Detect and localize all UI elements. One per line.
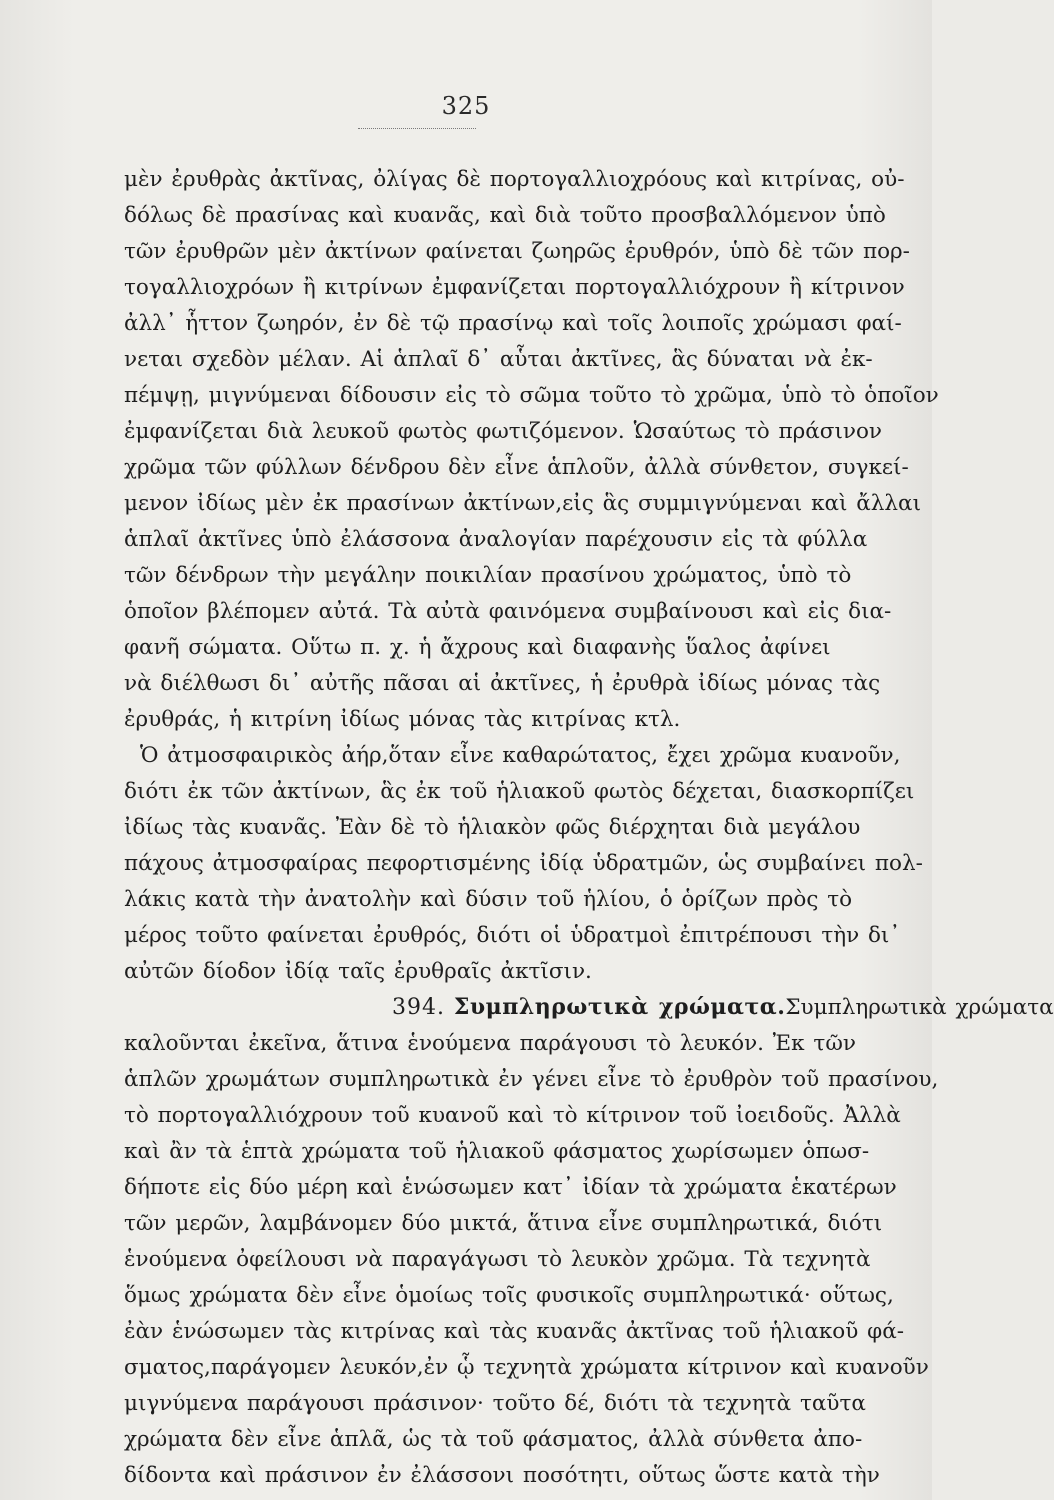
- text-line: τογαλλιοχρόων ἢ κιτρίνων ἐμφανίζεται πορτογαλλιόχρουν ἢ κίτρινον: [124, 275, 905, 300]
- text-line: δόλως δὲ πρασίνας καὶ κυανᾶς, καὶ διὰ τοῦτο προσβαλλόμενον ὑπὸ: [124, 203, 886, 228]
- text-line: καλοῦνται ἐκεῖνα, ἅτινα ἑνούμενα παράγουσι τὸ λευκόν. Ἐκ τῶν: [124, 1031, 856, 1056]
- text-line: τῶν μερῶν, λαμβάνομεν δύο μικτά, ἅτινα εἶνε συμπληρωτικά, διότι: [124, 1211, 883, 1236]
- text-line: τὸ πορτογαλλιόχρουν τοῦ κυανοῦ καὶ τὸ κίτρινον τοῦ ἰοειδοῦς. Ἀλλὰ: [124, 1103, 901, 1128]
- section-heading-line: [124, 990, 1054, 1025]
- section-first-line-text: Συμπληρωτικὰ χρώματα: [785, 995, 1054, 1020]
- text-line: χρῶμα τῶν φύλλων δένδρου δὲν εἶνε ἁπλοῦν, ἀλλὰ σύνθετον, συγκεί-: [124, 455, 909, 480]
- text-line: ἁπλῶν χρωμάτων συμπληρωτικὰ ἐν γένει εἶνε τὸ ἐρυθρὸν τοῦ πρασίνου,: [124, 1067, 939, 1092]
- text-line: ἀλλ᾽ ἧττον ζωηρόν, ἐν δὲ τῷ πρασίνῳ καὶ τοῖς λοιποῖς χρώμασι φαί-: [124, 311, 902, 336]
- text-line: καὶ ἂν τὰ ἑπτὰ χρώματα τοῦ ἡλιακοῦ φάσματος χωρίσωμεν ὁπωσ-: [124, 1139, 870, 1164]
- text-line: αὐτῶν δίοδον ἰδίᾳ ταῖς ἐρυθραῖς ἀκτῖσιν.: [124, 959, 592, 984]
- text-line: μέρος τοῦτο φαίνεται ἐρυθρός, διότι οἱ ὑδρατμοὶ ἐπιτρέπουσι τὴν δι᾽: [124, 923, 901, 948]
- text-line: δήποτε εἰς δύο μέρη καὶ ἑνώσωμεν κατ᾽ ἰδίαν τὰ χρώματα ἑκατέρων: [124, 1175, 897, 1200]
- text-line: ἐμφανίζεται διὰ λευκοῦ φωτὸς φωτιζόμενον. Ὡσαύτως τὸ πράσινον: [124, 419, 882, 444]
- text-line: ὁποῖον βλέπομεν αὐτά. Τὰ αὐτὰ φαινόμενα συμβαίνουσι καὶ εἰς δια-: [124, 599, 892, 624]
- text-line: σματος,παράγομεν λευκόν,ἐν ᾧ τεχνητὰ χρώματα κίτρινον καὶ κυανοῦν: [124, 1355, 929, 1380]
- text-line: ἁπλαῖ ἀκτῖνες ὑπὸ ἐλάσσονα ἀναλογίαν παρέχουσιν εἰς τὰ φύλλα: [124, 527, 868, 552]
- text-line: ἐρυθράς, ἡ κιτρίνη ἰδίως μόνας τὰς κιτρίνας κτλ.: [124, 707, 681, 732]
- text-line: δίδοντα καὶ πράσινον ἐν ἐλάσσονι ποσότητι, οὕτως ὥστε κατὰ τὴν: [124, 1463, 880, 1488]
- text-line: λάκις κατὰ τὴν ἀνατολὴν καὶ δύσιν τοῦ ἡλίου, ὁ ὁρίζων πρὸς τὸ: [124, 887, 853, 912]
- text-line: τῶν ἐρυθρῶν μὲν ἀκτίνων φαίνεται ζωηρῶς ἐρυθρόν, ὑπὸ δὲ τῶν πορ-: [124, 239, 910, 264]
- page-number: 325: [441, 92, 491, 120]
- text-line: χρώματα δὲν εἶνε ἁπλᾶ, ὡς τὰ τοῦ φάσματος, ἀλλὰ σύνθετα ἀπο-: [124, 1427, 863, 1452]
- text-line: διότι ἐκ τῶν ἀκτίνων, ἃς ἐκ τοῦ ἡλιακοῦ φωτὸς δέχεται, διασκορπίζει: [124, 779, 915, 804]
- section-heading: [392, 990, 785, 1025]
- text-line: ἐὰν ἑνώσωμεν τὰς κιτρίνας καὶ τὰς κυανᾶς ἀκτῖνας τοῦ ἡλιακοῦ φά-: [124, 1319, 904, 1344]
- text-line: πέμψῃ, μιγνύμεναι δίδουσιν εἰς τὸ σῶμα τοῦτο τὸ χρῶμα, ὑπὸ τὸ ὁποῖον: [124, 383, 939, 408]
- section-title: Συμπληρωτικὰ χρώματα.: [453, 994, 786, 1020]
- text-line: μιγνύμενα παράγουσι πράσινον· τοῦτο δέ, διότι τὰ τεχνητὰ ταῦτα: [124, 1391, 866, 1416]
- text-line: μενον ἰδίως μὲν ἐκ πρασίνων ἀκτίνων,εἰς ἃς συμμιγνύμεναι καὶ ἄλλαι: [124, 491, 922, 516]
- text-line: ἰδίως τὰς κυανᾶς. Ἐὰν δὲ τὸ ἡλιακὸν φῶς διέρχηται διὰ μεγάλου: [124, 815, 861, 840]
- text-line: ἑνούμενα ὀφείλουσι νὰ παραγάγωσι τὸ λευκὸν χρῶμα. Τὰ τεχνητὰ: [124, 1247, 871, 1272]
- text-line: τῶν δένδρων τὴν μεγάλην ποικιλίαν πρασίνου χρώματος, ὑπὸ τὸ: [124, 563, 852, 588]
- text-line: ὅμως χρώματα δὲν εἶνε ὁμοίως τοῖς φυσικοῖς συμπληρωτικά· οὕτως,: [124, 1283, 894, 1308]
- text-line: πάχους ἀτμοσφαίρας πεφορτισμένης ἰδίᾳ ὑδρατμῶν, ὡς συμβαίνει πολ-: [124, 851, 923, 876]
- text-line: νεται σχεδὸν μέλαν. Αἱ ἁπλαῖ δ᾽ αὗται ἀκτῖνες, ἃς δύναται νὰ ἐκ-: [124, 347, 873, 372]
- header-rule: [358, 128, 476, 129]
- text-line: νὰ διέλθωσι δι᾽ αὐτῆς πᾶσαι αἱ ἀκτῖνες, ἡ ἐρυθρὰ ἰδίως μόνας τὰς: [124, 671, 881, 696]
- section-number: 394.: [392, 995, 445, 1020]
- text-line: φανῆ σώματα. Οὕτω π. χ. ἡ ἄχρους καὶ διαφανὴς ὕαλος ἀφίνει: [124, 635, 831, 660]
- text-line: μὲν ἐρυθρὰς ἀκτῖνας, ὀλίγας δὲ πορτογαλλιοχρόους καὶ κιτρίνας, οὐ-: [124, 167, 905, 192]
- text-line: Ὁ ἀτμοσφαιρικὸς ἀήρ,ὅταν εἶνε καθαρώτατος, ἔχει χρῶμα κυανοῦν,: [140, 743, 901, 768]
